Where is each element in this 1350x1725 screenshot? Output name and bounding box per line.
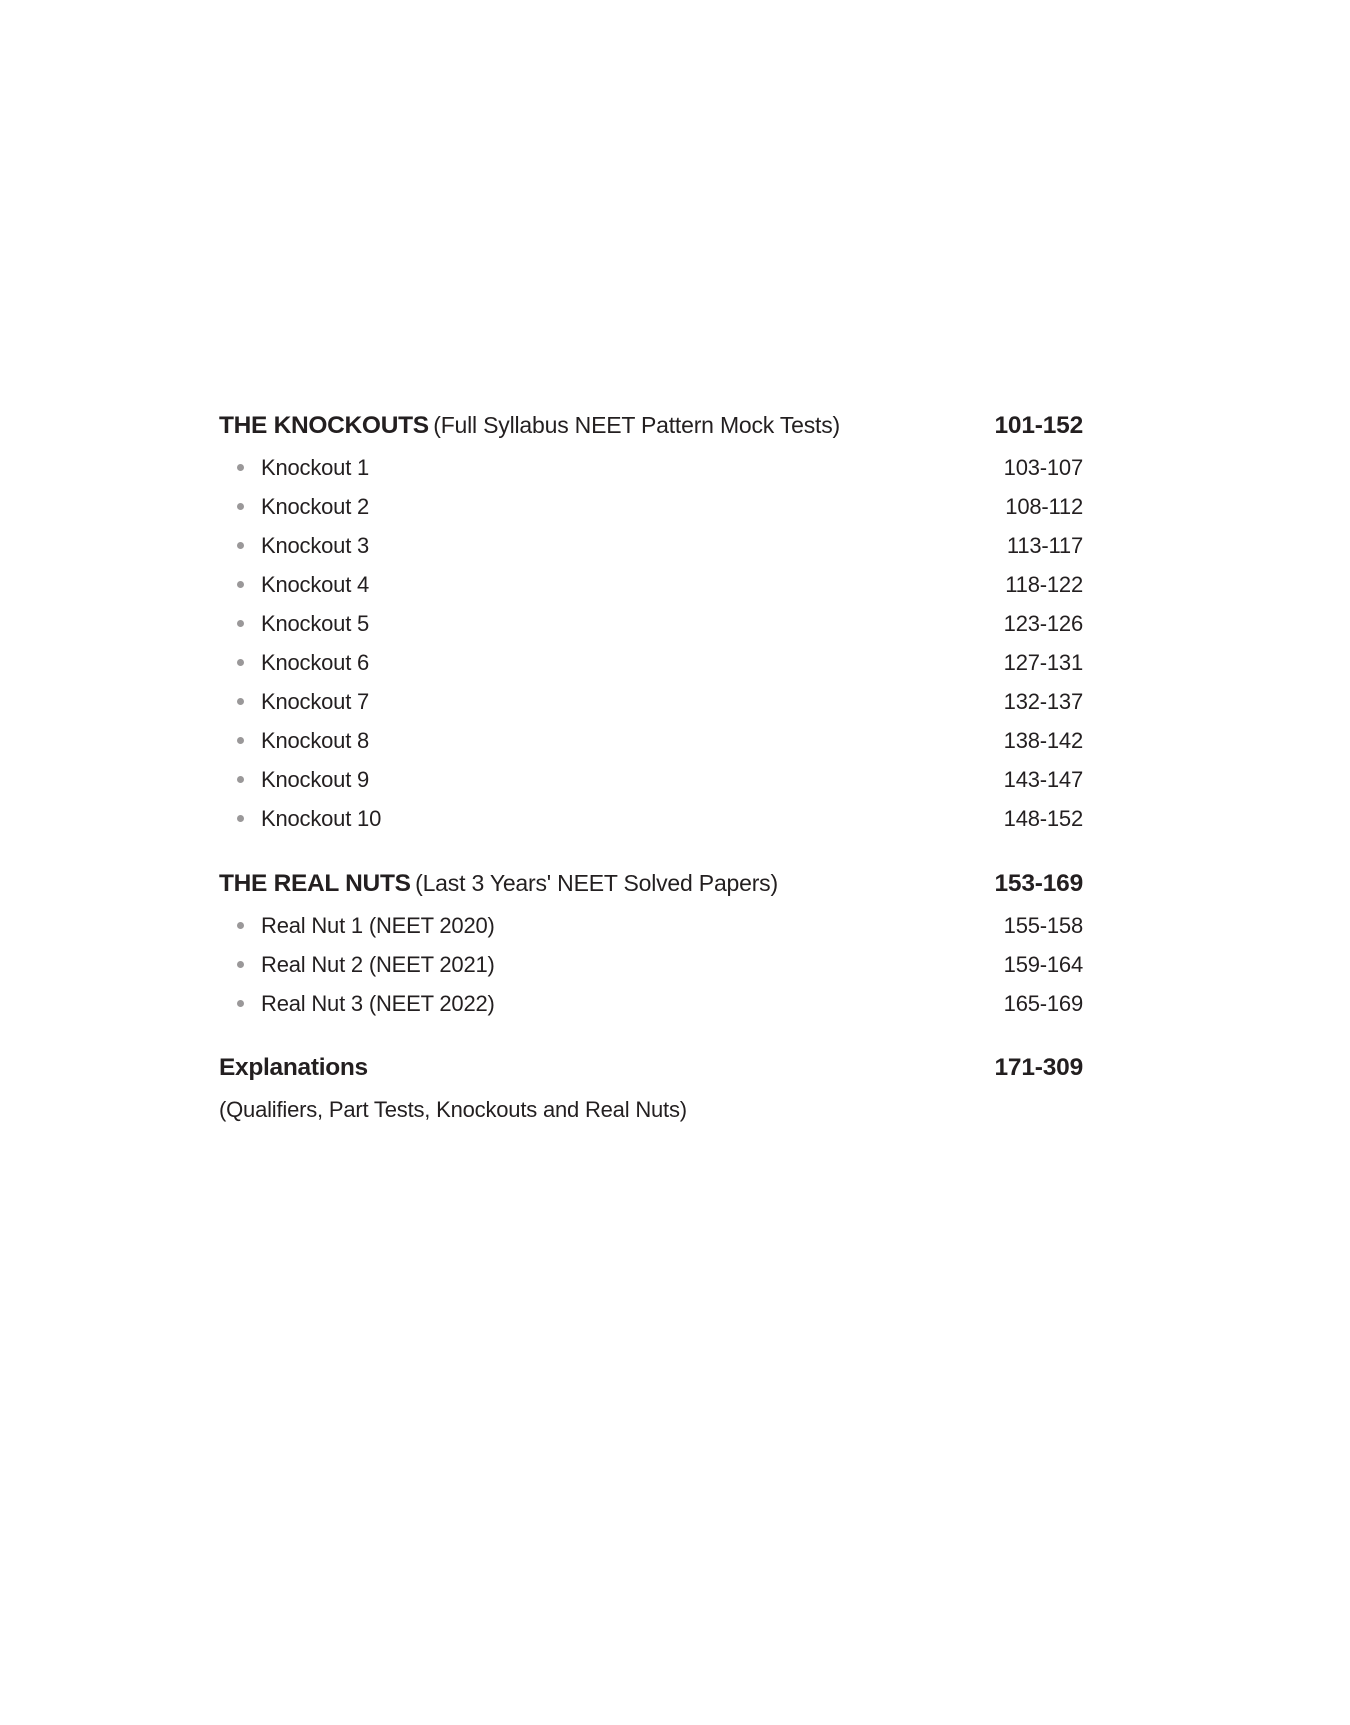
toc-entry-pages: 127-131 (1003, 649, 1083, 675)
bullet-icon (237, 542, 244, 549)
real-nuts-title: THE REAL NUTS (219, 870, 411, 897)
bullet-icon (237, 815, 244, 822)
toc-entry-pages: 132-137 (1003, 688, 1083, 714)
toc-entry-pages: 103-107 (1003, 454, 1083, 480)
knockouts-heading[interactable] (219, 408, 1083, 442)
knockouts-heading-text (219, 408, 840, 446)
toc-entry-label: Knockout 5 (261, 610, 370, 636)
bullet-icon (237, 464, 244, 471)
toc-entry-label: Knockout 10 (261, 805, 382, 831)
toc-entry-label: Knockout 1 (261, 454, 370, 480)
toc-entry-real-nut-2[interactable] (219, 945, 1083, 984)
bullet-icon (237, 776, 244, 783)
toc-entry-pages: 108-112 (1005, 493, 1083, 519)
bullet-icon (237, 922, 244, 929)
toc-entry-knockout-5[interactable] (219, 604, 1083, 643)
bullet-icon (237, 581, 244, 588)
table-of-contents (219, 408, 1083, 1127)
real-nuts-section (219, 866, 1083, 1023)
toc-entry-label: Knockout 6 (261, 649, 370, 675)
bullet-icon (237, 698, 244, 705)
real-nuts-heading[interactable] (219, 866, 1083, 900)
toc-entry-label: Knockout 8 (261, 727, 370, 753)
toc-entry-label: Knockout 4 (261, 571, 370, 597)
toc-entry-label: Knockout 7 (261, 688, 370, 714)
knockouts-section (219, 408, 1083, 838)
toc-entry-label: Knockout 2 (261, 493, 370, 519)
real-nuts-subtitle: (Last 3 Years' NEET Solved Papers) (415, 870, 778, 896)
knockouts-subtitle: (Full Syllabus NEET Pattern Mock Tests) (433, 412, 841, 438)
toc-entry-knockout-2[interactable] (219, 487, 1083, 526)
bullet-icon (237, 503, 244, 510)
toc-entry-pages: 118-122 (1005, 571, 1083, 597)
toc-entry-pages: 165-169 (1003, 990, 1083, 1016)
toc-entry-pages: 138-142 (1003, 727, 1083, 753)
toc-entry-label: Real Nut 1 (NEET 2020) (261, 912, 495, 938)
bullet-icon (237, 1000, 244, 1007)
toc-entry-knockout-1[interactable] (219, 448, 1083, 487)
toc-entry-knockout-4[interactable] (219, 565, 1083, 604)
toc-entry-label: Knockout 3 (261, 532, 370, 558)
toc-entry-knockout-6[interactable] (219, 643, 1083, 682)
toc-entry-knockout-3[interactable] (219, 526, 1083, 565)
real-nuts-list (219, 906, 1083, 1023)
knockouts-list (219, 448, 1083, 838)
bullet-icon (237, 961, 244, 968)
explanations-title: Explanations (219, 1054, 368, 1081)
toc-entry-label: Knockout 9 (261, 766, 370, 792)
toc-entry-pages: 159-164 (1003, 951, 1083, 977)
toc-entry-knockout-8[interactable] (219, 721, 1083, 760)
toc-entry-label: Real Nut 2 (NEET 2021) (261, 951, 495, 977)
real-nuts-heading-text (219, 866, 778, 904)
toc-entry-label: Real Nut 3 (NEET 2022) (261, 990, 495, 1016)
knockouts-title: THE KNOCKOUTS (219, 412, 429, 439)
explanations-section (219, 1051, 1083, 1127)
bullet-icon (237, 737, 244, 744)
toc-entry-pages: 148-152 (1003, 805, 1083, 831)
toc-entry-real-nut-3[interactable] (219, 984, 1083, 1023)
toc-entry-pages: 143-147 (1003, 766, 1083, 792)
bullet-icon (237, 620, 244, 627)
knockouts-page-range: 101-152 (994, 412, 1083, 439)
toc-entry-pages: 123-126 (1003, 610, 1083, 636)
toc-entry-knockout-10[interactable] (219, 799, 1083, 838)
toc-entry-knockout-9[interactable] (219, 760, 1083, 799)
real-nuts-page-range: 153-169 (994, 870, 1083, 897)
toc-entry-knockout-7[interactable] (219, 682, 1083, 721)
toc-entry-real-nut-1[interactable] (219, 906, 1083, 945)
bullet-icon (237, 659, 244, 666)
toc-entry-pages: 113-117 (1006, 532, 1083, 558)
explanations-page-range: 171-309 (994, 1054, 1083, 1081)
toc-entry-pages: 155-158 (1003, 912, 1083, 938)
explanations-heading[interactable] (219, 1051, 1083, 1085)
explanations-note: (Qualifiers, Part Tests, Knockouts and Real Nuts) (219, 1097, 687, 1122)
